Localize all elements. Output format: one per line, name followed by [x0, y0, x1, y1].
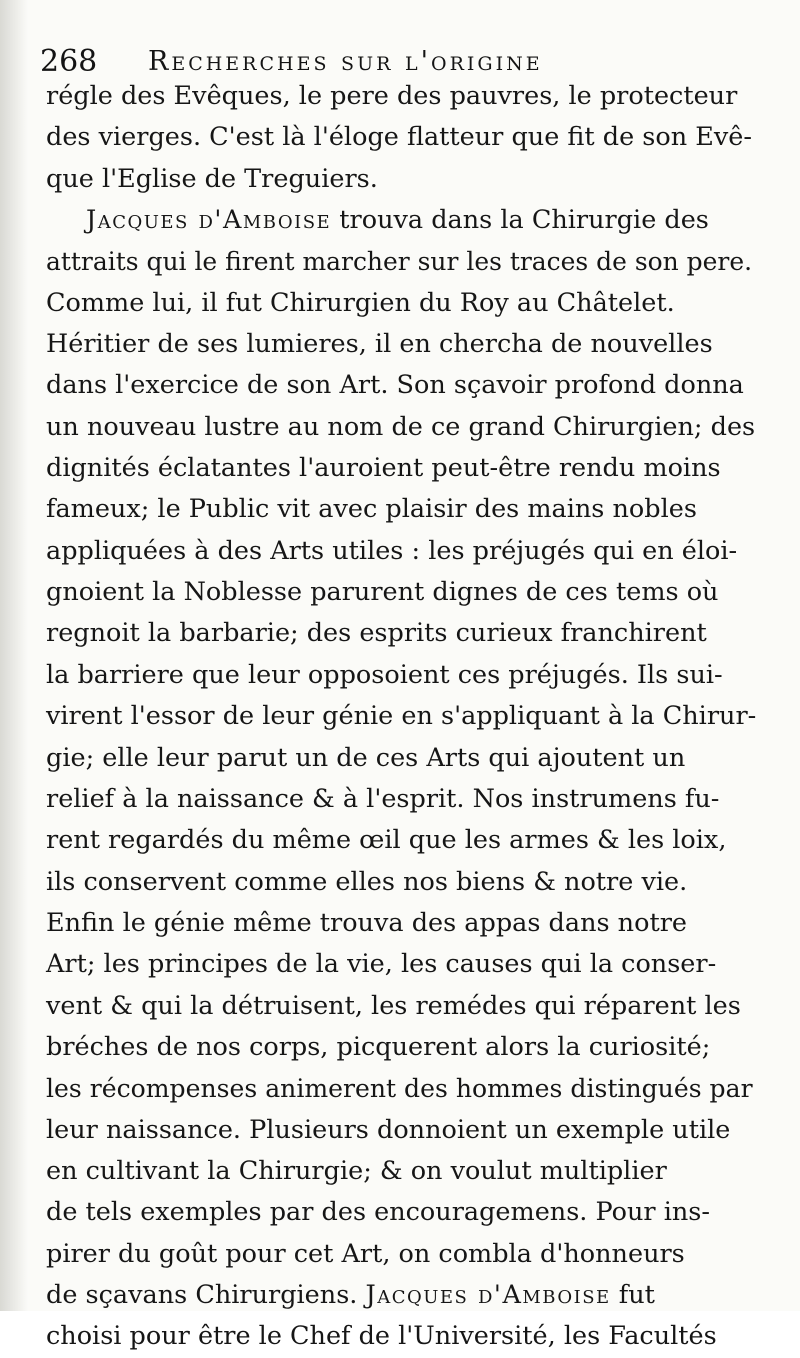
text-line: Héritier de ses lumieres, il en chercha de nouvelles [46, 329, 713, 360]
small-caps-name: Jacques d'Amboise [365, 1279, 611, 1310]
text-line: choisi pour être le Chef de l'Université, les Facultés [46, 1321, 717, 1352]
text-line: attraits qui le firent marcher sur les traces de son pere. [46, 247, 753, 277]
text-line: régle des Evêques, le pere des pauvres, le protecteur [46, 81, 738, 111]
text-line: gie; elle leur parut un de ces Arts qui ajoutent un [46, 742, 686, 773]
running-title: Recherches sur l'origine [148, 46, 543, 77]
text-line: la barriere que leur opposoient ces préjugés. Ils sui- [46, 659, 723, 690]
text-line: des vierges. C'est là l'éloge flatteur que fit de son Evê- [46, 122, 752, 153]
text-line: les récompenses animerent des hommes distingués par [46, 1074, 753, 1104]
text-line: pirer du goût pour cet Art, on combla d'honneurs [46, 1238, 685, 1269]
text-line: rent regardés du même œil que les armes & les loix, [46, 825, 727, 856]
text-line: appliquées à des Arts utiles : les préjugés qui en éloi- [46, 535, 738, 566]
small-caps-name: Jacques d'Amboise [86, 205, 332, 236]
text-line [46, 1275, 760, 1316]
text-line: relief à la naissance & à l'esprit. Nos instrumens fu- [46, 783, 720, 814]
page-number: 268 [40, 44, 98, 79]
text-line: leur naissance. Plusieurs donnoient un exemple utile [46, 1114, 731, 1145]
text-line: fameux; le Public vit avec plaisir des mains nobles [46, 494, 697, 525]
text-line: de tels exemples par des encouragemens. Pour ins- [46, 1197, 710, 1228]
text-line: dans l'exercice de son Art. Son sçavoir profond donna [46, 370, 744, 401]
text-line: dignités éclatantes l'auroient peut-être rendu moins [46, 453, 721, 484]
text-line: regnoit la barbarie; des esprits curieux franchirent [46, 618, 707, 649]
text-line: bréches de nos corps, picquerent alors la curiosité; [46, 1031, 711, 1062]
text-run: trouva dans la Chirurgie des [331, 205, 709, 236]
text-line: ils conservent comme elles nos biens & notre vie. [46, 866, 688, 897]
text-line: Art; les principes de la vie, les causes qui la conser- [46, 949, 717, 980]
text-line: Comme lui, il fut Chirurgien du Roy au Châtelet. [46, 287, 675, 318]
body-text [46, 76, 760, 1358]
text-line: gnoient la Noblesse parurent dignes de ces tems où [46, 577, 719, 608]
gutter-shadow [0, 0, 28, 1311]
text-line: Enfin le génie même trouva des appas dans notre [46, 907, 687, 938]
text-line: vent & qui la détruisent, les remédes qui réparent les [46, 990, 741, 1021]
text-line: un nouveau lustre au nom de ce grand Chirurgien; des [46, 411, 756, 442]
text-line: que l'Eglise de Treguiers. [46, 163, 378, 194]
text-line: virent l'essor de leur génie en s'appliquant à la Chirur- [46, 701, 757, 732]
text-run: fut [610, 1279, 655, 1310]
text-line [46, 200, 760, 241]
text-run: de sçavans Chirurgiens. [46, 1279, 366, 1310]
text-line: en cultivant la Chirurgie; & on voulut multiplier [46, 1155, 667, 1186]
